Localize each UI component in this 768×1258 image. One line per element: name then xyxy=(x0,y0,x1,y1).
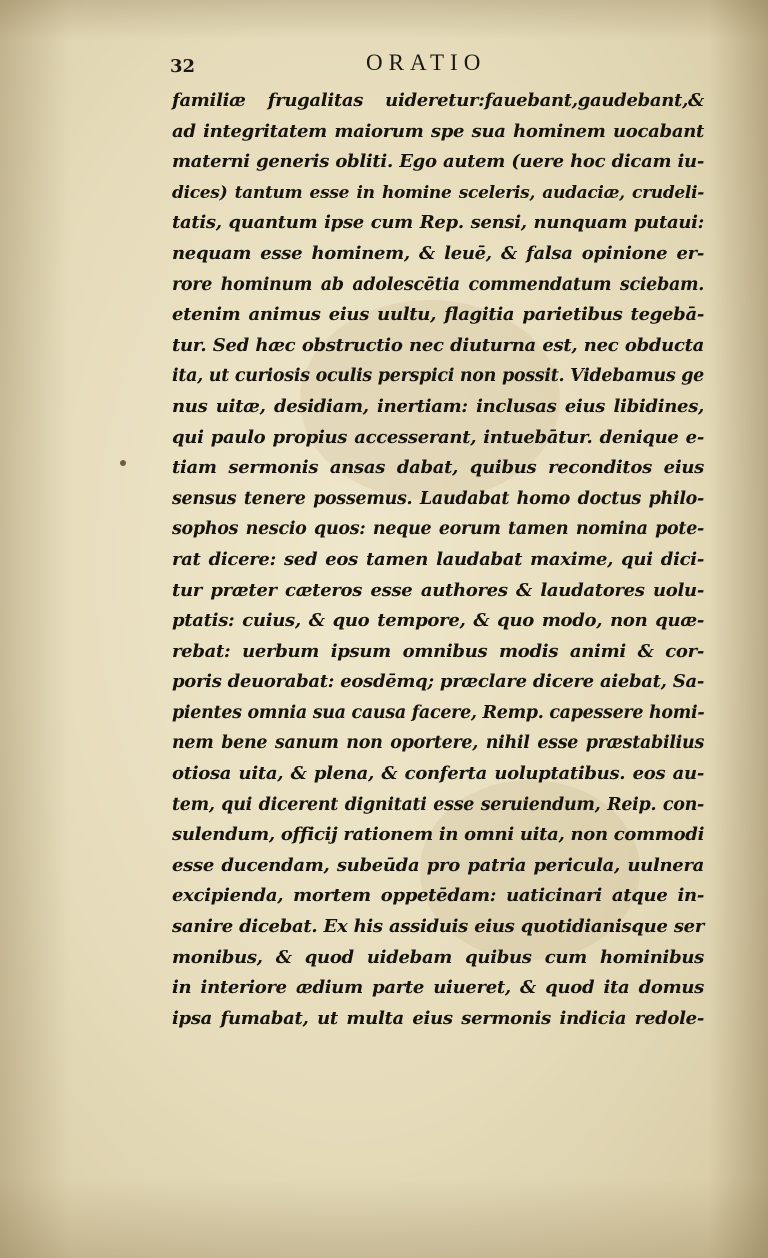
text-line: nus uitæ, desidiam, inertiam: inclusas eius libidines, xyxy=(172,395,704,417)
body-text-block xyxy=(172,86,704,1034)
text-line: familiæ frugalitas uideretur:fauebant,gaudebant,& xyxy=(172,90,704,111)
page-shadow-bottom xyxy=(0,1178,768,1258)
text-line: sanire dicebat. Ex his assiduis eius quotidianisque ser xyxy=(172,916,704,938)
text-line: sulendum, officij rationem in omni uita, non commodi xyxy=(172,824,705,846)
text-line: in interiore ædium parte uiueret, & quod ita domus xyxy=(172,977,704,999)
text-line: pientes omnia sua causa facere, Remp. capessere homi- xyxy=(172,702,705,723)
text-line: ita, ut curiosis oculis perspici non possit. Videbamus ge xyxy=(172,366,704,387)
margin-mark xyxy=(120,460,126,466)
text-line: dices) tantum esse in homine sceleris, audaciæ, crudeli- xyxy=(172,182,704,203)
page-shadow-left xyxy=(0,0,70,1258)
text-line: tiam sermonis ansas dabat, quibus reconditos eius xyxy=(172,457,704,479)
text-line: poris deuorabat: eosdēmq; præclare dicere aiebat, Sa- xyxy=(172,671,704,693)
text-line: sophos nescio quos: neque eorum tamen nomina pote- xyxy=(172,519,704,540)
running-title: ORATIO xyxy=(366,50,487,75)
text-line: esse ducendam, subeūda pro patria pericula, uulnera xyxy=(172,854,704,876)
page-shadow-right xyxy=(708,0,768,1258)
text-line: materni generis obliti. Ego autem (uere hoc dicam iu- xyxy=(172,151,704,173)
text-line: nequam esse hominem, & leuē, & falsa opinione er- xyxy=(172,242,704,264)
text-line: rore hominum ab adolescētia commendatum sciebam. xyxy=(172,274,704,295)
text-line: ad integritatem maiorum spe sua hominem uocabant xyxy=(172,120,704,142)
text-line: excipienda, mortem oppetēdam: uaticinari atque in- xyxy=(172,885,704,907)
text-line: ptatis: cuius, & quo tempore, & quo modo, non quæ- xyxy=(172,610,704,632)
page-shadow-top xyxy=(0,0,768,40)
text-line: tatis, quantum ipse cum Rep. sensi, nunquam putaui: xyxy=(172,212,704,234)
text-line: nem bene sanum non oportere, nihil esse præstabilius xyxy=(172,733,704,754)
text-line: ipsa fumabat, ut multa eius sermonis indicia redole- xyxy=(172,1007,704,1029)
page-number: 32 xyxy=(170,56,196,77)
text-line: tur præter cæteros esse authores & laudatores uolu- xyxy=(172,579,704,601)
text-line: otiosa uita, & plena, & conferta uoluptatibus. eos au- xyxy=(172,763,704,785)
text-line: tem, qui dicerent dignitati esse seruiendum, Reip. con- xyxy=(172,794,704,815)
text-line: qui paulo propius accesserant, intuebātur. denique e- xyxy=(172,426,704,448)
text-line: tur. Sed hæc obstructio nec diuturna est, nec obducta xyxy=(172,334,704,356)
text-line: sensus tenere possemus. Laudabat homo doctus philo- xyxy=(172,488,704,509)
text-line: monibus, & quod uidebam quibus cum hominibus xyxy=(172,946,704,968)
text-line: rebat: uerbum ipsum omnibus modis animi & cor- xyxy=(172,640,704,662)
text-line: rat dicere: sed eos tamen laudabat maxime, qui dici- xyxy=(172,548,704,570)
text-line: etenim animus eius uultu, flagitia parietibus tegebā- xyxy=(172,304,704,326)
